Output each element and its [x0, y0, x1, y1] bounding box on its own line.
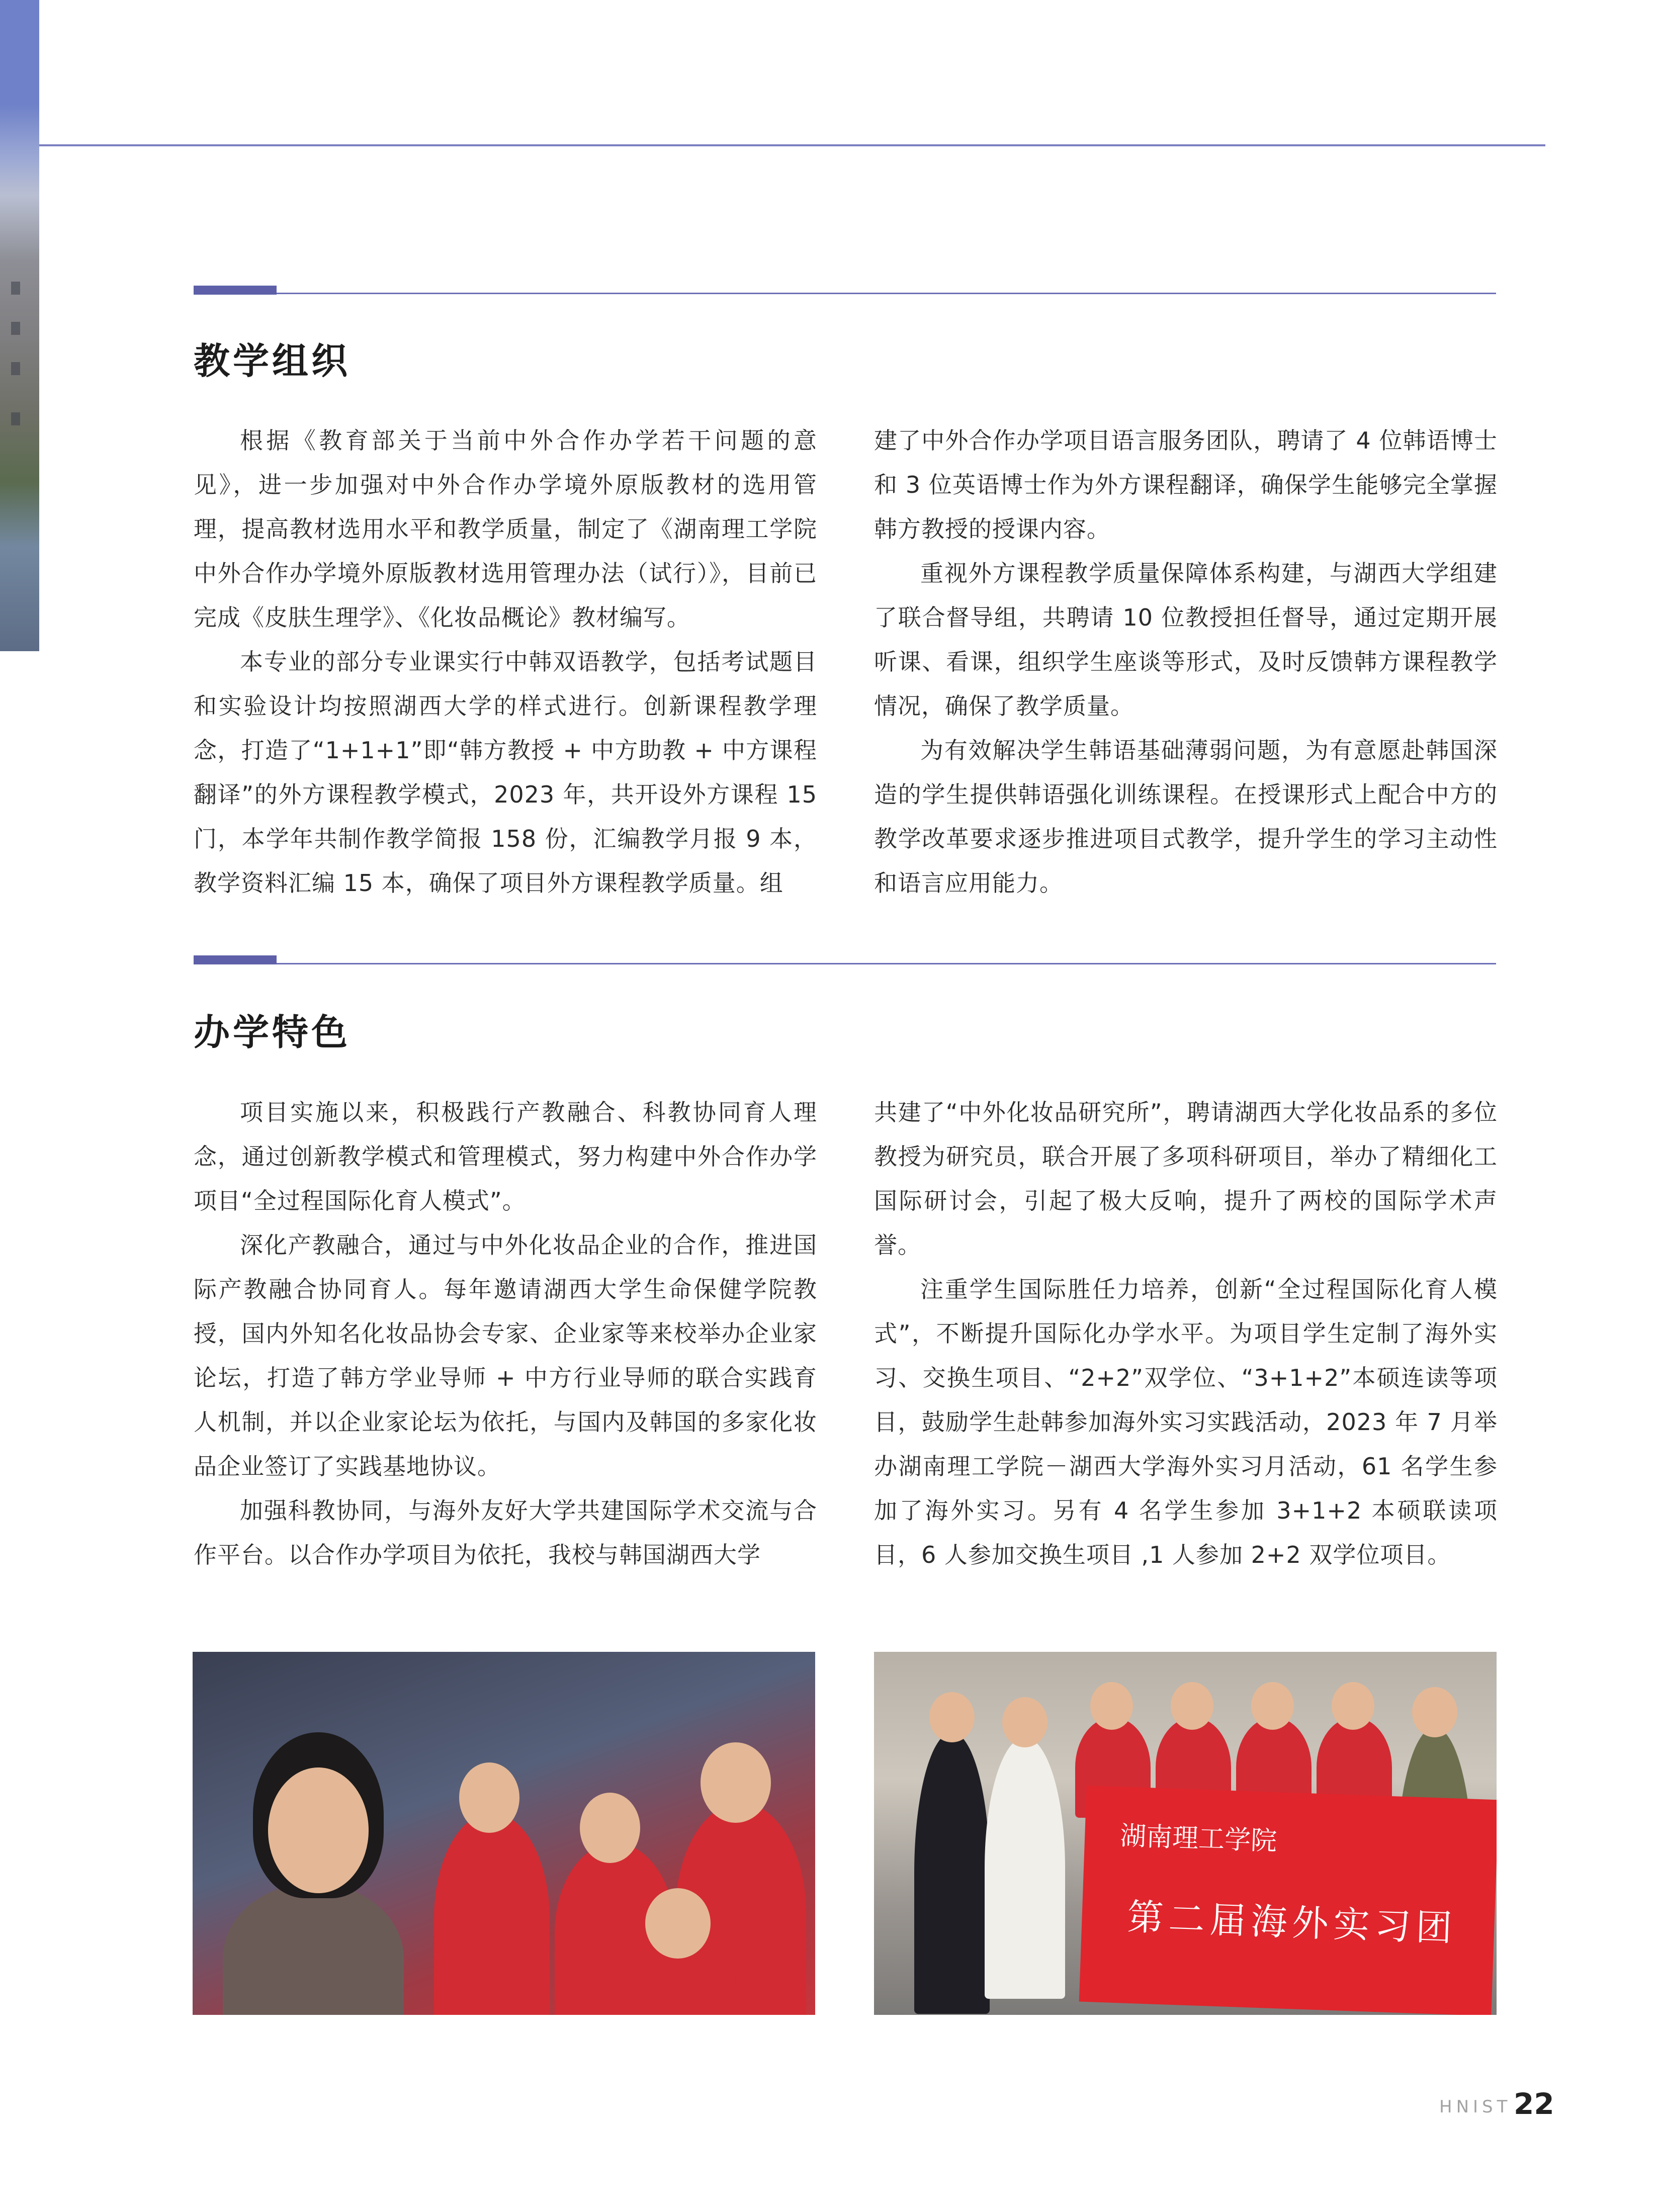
section-accent-bar	[194, 955, 277, 964]
page-number: 22	[1514, 2087, 1554, 2121]
building-window	[11, 362, 20, 375]
red-banner	[1079, 1786, 1497, 2015]
face	[1251, 1682, 1294, 1730]
face	[1332, 1682, 1374, 1730]
building-window	[11, 282, 20, 295]
face	[268, 1767, 369, 1893]
section-title-features: 办学特色	[194, 1011, 351, 1053]
banner-school-name: 湖南理工学院	[1119, 1821, 1278, 1857]
face	[1090, 1682, 1133, 1730]
section-2-left-column	[194, 1090, 817, 1577]
face	[459, 1762, 519, 1833]
building-window	[11, 322, 20, 335]
edge-photo-strip	[0, 0, 39, 651]
section-divider	[194, 963, 1496, 964]
face	[701, 1742, 771, 1823]
internship-group-photo	[874, 1652, 1497, 2015]
building-window	[11, 412, 20, 425]
person	[985, 1737, 1065, 1999]
face	[1171, 1682, 1213, 1730]
banner-slogan: 第二届海外实习团	[1126, 1895, 1458, 1950]
paragraph: 深化产教融合，通过与中外化妆品企业的合作，推进国际产教融合协同育人。每年邀请湖西大学生命保健学院教授，国内外知名化妆品协会专家、企业家等来校举办企业家论坛，打造了韩方学业导师 + 中方行业导师的联合实践育人机制，并以企业家论坛为依托，与国内及韩国的多家化妆品企业签订了实践基地协议。	[194, 1231, 817, 1480]
paragraph: 为有效解决学生韩语基础薄弱问题，为有意愿赴韩国深造的学生提供韩语强化训练课程。在授课形式上配合中方的教学改革要求逐步推进项目式教学，提升学生的学习主动性和语言应用能力。	[874, 737, 1498, 897]
section-2-right-column	[874, 1090, 1498, 1577]
section-divider	[194, 293, 1496, 294]
person	[223, 1883, 404, 2015]
footer-tag: HNIST	[1439, 2097, 1512, 2117]
section-1-right-column	[874, 418, 1498, 905]
paragraph: 共建了“中外化妆品研究所”，聘请湖西大学化妆品系的多位教授为研究员，联合开展了多项科研项目，举办了精细化工国际研讨会，引起了极大反响，提升了两校的国际学术声誉。	[874, 1099, 1498, 1259]
face	[645, 1888, 711, 1959]
section-accent-bar	[194, 286, 277, 295]
section-title-teaching-organization: 教学组织	[194, 340, 351, 382]
section-1-left-column	[194, 418, 817, 905]
face	[580, 1793, 640, 1863]
paragraph: 注重学生国际胜任力培养，创新“全过程国际化育人模式”，不断提升国际化办学水平。为项目学生定制了海外实习、交换生项目、“2+2”双学位、“3+1+2”本硕连读等项目，鼓励学生赴韩参加海外实习实践活动，2023 年 7 月举办湖南理工学院－湖西大学海外实习月活动，61 名学生参加了海外实习。另有 4 名学生参加 3+1+2 本硕联读项目，6 人参加交换生项目 ,1 人参加 2+2 双学位项目。	[874, 1276, 1498, 1568]
paragraph: 加强科教协同，与海外友好大学共建国际学术交流与合作平台。以合作办学项目为依托，我校与韩国湖西大学	[194, 1497, 817, 1568]
paragraph: 重视外方课程教学质量保障体系构建，与湖西大学组建了联合督导组，共聘请 10 位教授担任督导，通过定期开展听课、看课，组织学生座谈等形式，及时反馈韩方课程教学情况，确保了教学质量。	[874, 560, 1498, 720]
paragraph: 项目实施以来，积极践行产教融合、科教协同育人理念，通过创新教学模式和管理模式，努力构建中外合作办学项目“全过程国际化育人模式”。	[194, 1099, 817, 1214]
person	[914, 1732, 990, 2014]
group-selfie-photo	[193, 1652, 815, 2015]
person	[434, 1813, 550, 2015]
header-rule	[39, 144, 1545, 146]
paragraph: 建了中外合作办学项目语言服务团队，聘请了 4 位韩语博士和 3 位英语博士作为外方课程翻译，确保学生能够完全掌握韩方教授的授课内容。	[874, 427, 1498, 543]
face	[1412, 1687, 1457, 1737]
paragraph: 本专业的部分专业课实行中韩双语教学，包括考试题目和实验设计均按照湖西大学的样式进行。创新课程教学理念，打造了“1+1+1”即“韩方教授 + 中方助教 + 中方课程翻译”的外方课程教学模式，2023 年，共开设外方课程 15 门，本学年共制作教学简报 158 份，汇编教学月报 9 本，教学资料汇编 15 本，确保了项目外方课程教学质量。组	[194, 648, 817, 897]
paragraph: 根据《教育部关于当前中外合作办学若干问题的意见》，进一步加强对中外合作办学境外原版教材的选用管理，提高教材选用水平和教学质量，制定了《湖南理工学院中外合作办学境外原版教材选用管理办法（试行）》，目前已完成《皮肤生理学》、《化妆品概论》教材编写。	[194, 427, 817, 631]
face	[929, 1692, 975, 1742]
face	[1002, 1697, 1047, 1747]
